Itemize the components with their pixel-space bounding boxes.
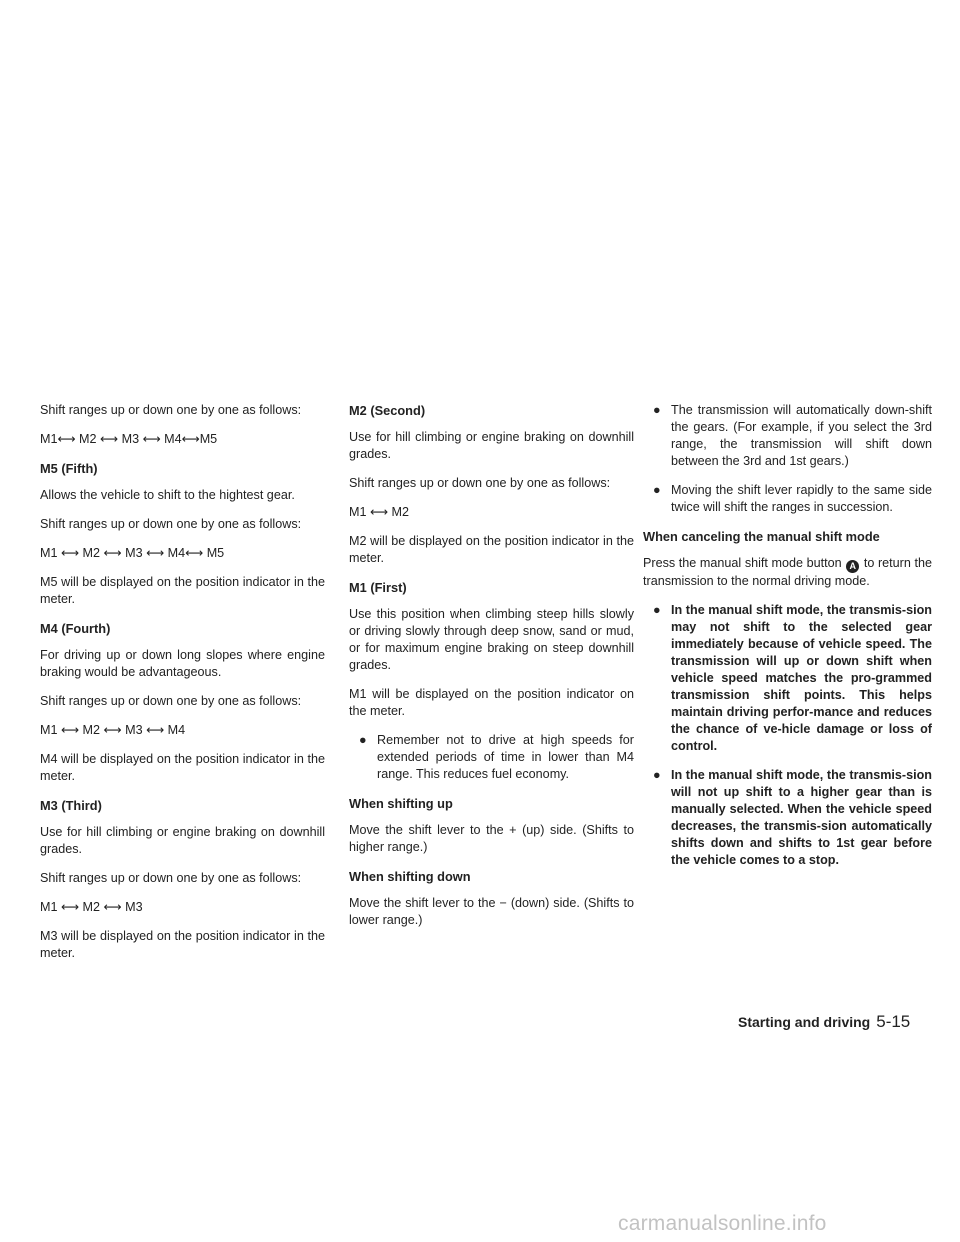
warning-bullet-item <box>643 602 932 755</box>
intro-text: Shift ranges up or down one by one as follows: <box>40 403 302 417</box>
heading-m5: M5 (Fifth) <box>40 461 98 476</box>
column-left <box>40 402 325 962</box>
warning-bullet-item <box>643 767 932 869</box>
succession-bullet-item <box>643 482 932 516</box>
m4-shift-text: Shift ranges up or down one by one as follows: <box>40 694 302 708</box>
heading-canceling: When canceling the manual shift mode <box>643 529 880 544</box>
m2-description: Use for hill climbing or engine braking on downhill grades. <box>349 430 634 461</box>
heading-shifting-down: When shifting down <box>349 869 471 884</box>
m1-indicator-text: M1 will be displayed on the position indicator on the meter. <box>349 687 634 718</box>
succession-bullet-text: Moving the shift lever rapidly to the same side twice will shift the ranges in succession. <box>671 483 932 514</box>
bullet-icon: ● <box>653 403 661 417</box>
heading-shifting-up: When shifting up <box>349 796 453 811</box>
callout-a-icon: A <box>846 560 859 573</box>
m3-indicator-text: M3 will be displayed on the position indicator in the meter. <box>40 929 325 960</box>
m4-description: For driving up or down long slopes where engine braking would be advantageous. <box>40 648 325 679</box>
heading-m4: M4 (Fourth) <box>40 621 111 636</box>
canceling-text <box>643 555 932 590</box>
m5-description: Allows the vehicle to shift to the hightest gear. <box>40 488 295 502</box>
bullet-icon: ● <box>653 483 661 497</box>
m4-sequence: M1 ⟷ M2 ⟷ M3 ⟷ M4 <box>40 723 186 737</box>
m1-description: Use this position when climbing steep hills slowly or driving slowly through deep snow, sand or mud, or for maximum engine braking on steep downhill grades. <box>349 607 634 672</box>
bullet-icon: ● <box>653 768 661 782</box>
footer-section-title: Starting and driving <box>738 1014 871 1030</box>
warning-text-2: In the manual shift mode, the transmis-sion will not up shift to a higher gear than is manually selected. When the vehicle speed decreases, the transmis-sion automatically shifts down and shifts to 1st gear before the vehicle comes to a stop. <box>671 768 932 867</box>
m3-sequence: M1 ⟷ M2 ⟷ M3 <box>40 900 143 914</box>
m5-shift-text: Shift ranges up or down one by one as follows: <box>40 517 302 531</box>
m3-shift-text: Shift ranges up or down one by one as follows: <box>40 871 302 885</box>
m2-sequence: M1 ⟷ M2 <box>349 505 410 519</box>
m4-indicator-text: M4 will be displayed on the position indicator in the meter. <box>40 752 325 783</box>
canceling-text-before: Press the manual shift mode button <box>643 556 842 570</box>
m2-indicator-text: M2 will be displayed on the position indicator in the meter. <box>349 534 634 565</box>
canceling-text-after: to return the transmission to the normal driving mode. <box>643 556 932 588</box>
m5-sequence: M1 ⟷ M2 ⟷ M3 ⟷ M4⟷ M5 <box>40 546 225 560</box>
heading-m2: M2 (Second) <box>349 403 426 418</box>
watermark: carmanualsonline.info <box>618 1212 827 1235</box>
downshift-bullet-item <box>643 402 932 470</box>
shift-sequence: M1⟷ M2 ⟷ M3 ⟷ M4⟷M5 <box>40 432 218 446</box>
m3-description: Use for hill climbing or engine braking on downhill grades. <box>40 825 325 856</box>
shifting-up-text: Move the shift lever to the + (up) side. (Shifts to higher range.) <box>349 823 634 854</box>
m1-bullet-item <box>349 732 634 783</box>
page-number: 5-15 <box>876 1012 911 1031</box>
downshift-bullet-text: The transmission will automatically down-shift the gears. (For example, if you select the 3rd range, the transmission will shift down between the 3rd and 1st gears.) <box>671 403 932 468</box>
heading-m1: M1 (First) <box>349 580 407 595</box>
page-footer <box>738 1012 910 1032</box>
heading-m3: M3 (Third) <box>40 798 102 813</box>
bullet-icon: ● <box>653 603 661 617</box>
shifting-down-text: Move the shift lever to the − (down) side. (Shifts to lower range.) <box>349 896 634 927</box>
warning-text-1: In the manual shift mode, the transmis-sion may not shift to the selected gear immediately because of vehicle speed. The transmission will up or down shift when vehicle speed matches the pro-grammed transmission shift points. This helps maintain driving perfor-mance and reduces the chance of ve-hicle damage or loss of control. <box>671 603 932 753</box>
m1-bullet-text: Remember not to drive at high speeds for extended periods of time in lower than M4 range. This reduces fuel economy. <box>377 733 634 781</box>
bullet-icon: ● <box>359 733 367 747</box>
column-middle <box>349 402 634 929</box>
column-right <box>643 402 932 881</box>
m5-indicator-text: M5 will be displayed on the position indicator in the meter. <box>40 575 325 606</box>
m2-shift-text: Shift ranges up or down one by one as follows: <box>349 476 611 490</box>
